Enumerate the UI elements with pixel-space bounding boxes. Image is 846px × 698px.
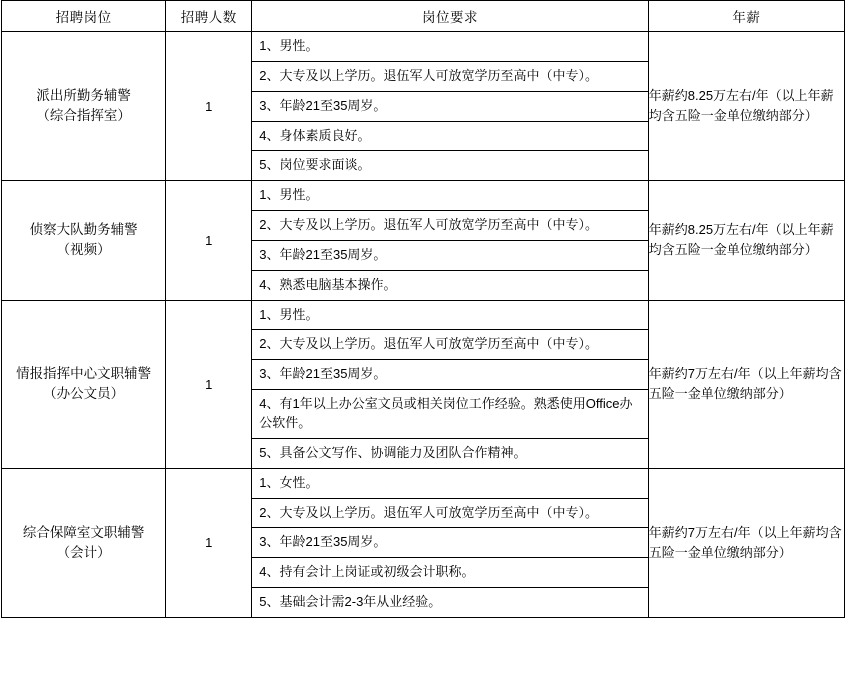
requirements-cell	[252, 32, 648, 181]
count-cell: 1	[166, 468, 252, 617]
table-row	[2, 468, 845, 617]
requirement-text: 1、男性。	[252, 32, 647, 61]
requirement-text: 4、身体素质良好。	[252, 121, 647, 151]
requirements-cell	[252, 181, 648, 300]
position-line-1: 侦察大队勤务辅警	[29, 222, 138, 238]
column-header-requirements: 岗位要求	[252, 1, 648, 32]
requirements-list	[252, 181, 647, 299]
requirement-text: 4、持有会计上岗证或初级会计职称。	[252, 558, 647, 588]
requirement-item	[252, 91, 647, 121]
requirement-text: 3、年龄21至35周岁。	[252, 360, 647, 390]
position-line-2: （视频）	[56, 242, 111, 258]
requirement-item	[252, 330, 647, 360]
requirement-item	[252, 558, 647, 588]
requirements-list	[252, 469, 647, 617]
requirement-text: 1、女性。	[252, 469, 647, 498]
requirement-text: 4、有1年以上办公室文员或相关岗位工作经验。熟悉使用Office办公软件。	[252, 390, 647, 439]
position-cell	[2, 32, 166, 181]
requirement-text: 3、年龄21至35周岁。	[252, 91, 647, 121]
position-line-1: 派出所勤务辅警	[36, 87, 131, 103]
requirement-text: 2、大专及以上学历。退伍军人可放宽学历至高中（中专）。	[252, 211, 647, 241]
requirement-item	[252, 498, 647, 528]
table-header	[2, 1, 845, 32]
requirement-item	[252, 32, 647, 61]
requirement-item	[252, 438, 647, 467]
column-header-salary: 年薪	[648, 1, 844, 32]
requirements-list	[252, 301, 647, 468]
table-row	[2, 300, 845, 468]
position-line-2: （综合指挥室）	[36, 108, 131, 124]
requirement-item	[252, 211, 647, 241]
requirement-text: 2、大专及以上学历。退伍军人可放宽学历至高中（中专）。	[252, 330, 647, 360]
requirements-cell	[252, 468, 648, 617]
position-line-2: （办公文员）	[43, 386, 125, 402]
column-header-count: 招聘人数	[166, 1, 252, 32]
requirement-text: 1、男性。	[252, 301, 647, 330]
table-row	[2, 181, 845, 300]
count-cell: 1	[166, 181, 252, 300]
requirement-text: 2、大专及以上学历。退伍军人可放宽学历至高中（中专）。	[252, 61, 647, 91]
requirement-item	[252, 181, 647, 210]
requirement-text: 3、年龄21至35周岁。	[252, 240, 647, 270]
column-header-position: 招聘岗位	[2, 1, 166, 32]
count-cell: 1	[166, 300, 252, 468]
count-cell: 1	[166, 32, 252, 181]
salary-cell: 年薪约8.25万左右/年（以上年薪均含五险一金单位缴纳部分）	[648, 181, 844, 300]
requirement-text: 4、熟悉电脑基本操作。	[259, 276, 397, 292]
salary-cell: 年薪约7万左右/年（以上年薪均含五险一金单位缴纳部分）	[648, 468, 844, 617]
requirement-item	[252, 151, 647, 180]
salary-cell: 年薪约8.25万左右/年（以上年薪均含五险一金单位缴纳部分）	[648, 32, 844, 181]
position-cell	[2, 181, 166, 300]
table-row	[2, 32, 845, 181]
salary-cell: 年薪约7万左右/年（以上年薪均含五险一金单位缴纳部分）	[648, 300, 844, 468]
requirement-text: 1、男性。	[252, 181, 647, 210]
requirement-item	[252, 390, 647, 439]
requirement-text: 5、具备公文写作、协调能力及团队合作精神。	[259, 444, 527, 460]
position-cell	[2, 468, 166, 617]
recruitment-table	[1, 0, 845, 618]
table-header-row	[2, 1, 845, 32]
requirement-text: 3、年龄21至35周岁。	[252, 528, 647, 558]
requirement-item	[252, 588, 647, 617]
requirement-item	[252, 360, 647, 390]
position-line-1: 情报指挥中心文职辅警	[16, 365, 152, 381]
requirement-item	[252, 301, 647, 330]
requirements-cell	[252, 300, 648, 468]
requirement-item	[252, 61, 647, 91]
requirement-item	[252, 469, 647, 498]
position-cell	[2, 300, 166, 468]
position-line-2: （会计）	[56, 544, 111, 560]
requirement-text: 2、大专及以上学历。退伍军人可放宽学历至高中（中专）。	[252, 498, 647, 528]
requirement-item	[252, 270, 647, 299]
requirement-item	[252, 240, 647, 270]
position-line-1: 综合保障室文职辅警	[22, 524, 145, 540]
table-body	[2, 32, 845, 618]
requirement-item	[252, 528, 647, 558]
requirement-text: 5、岗位要求面谈。	[259, 157, 371, 173]
requirement-item	[252, 121, 647, 151]
requirement-text: 5、基础会计需2-3年从业经验。	[259, 594, 442, 610]
requirements-list	[252, 32, 647, 180]
